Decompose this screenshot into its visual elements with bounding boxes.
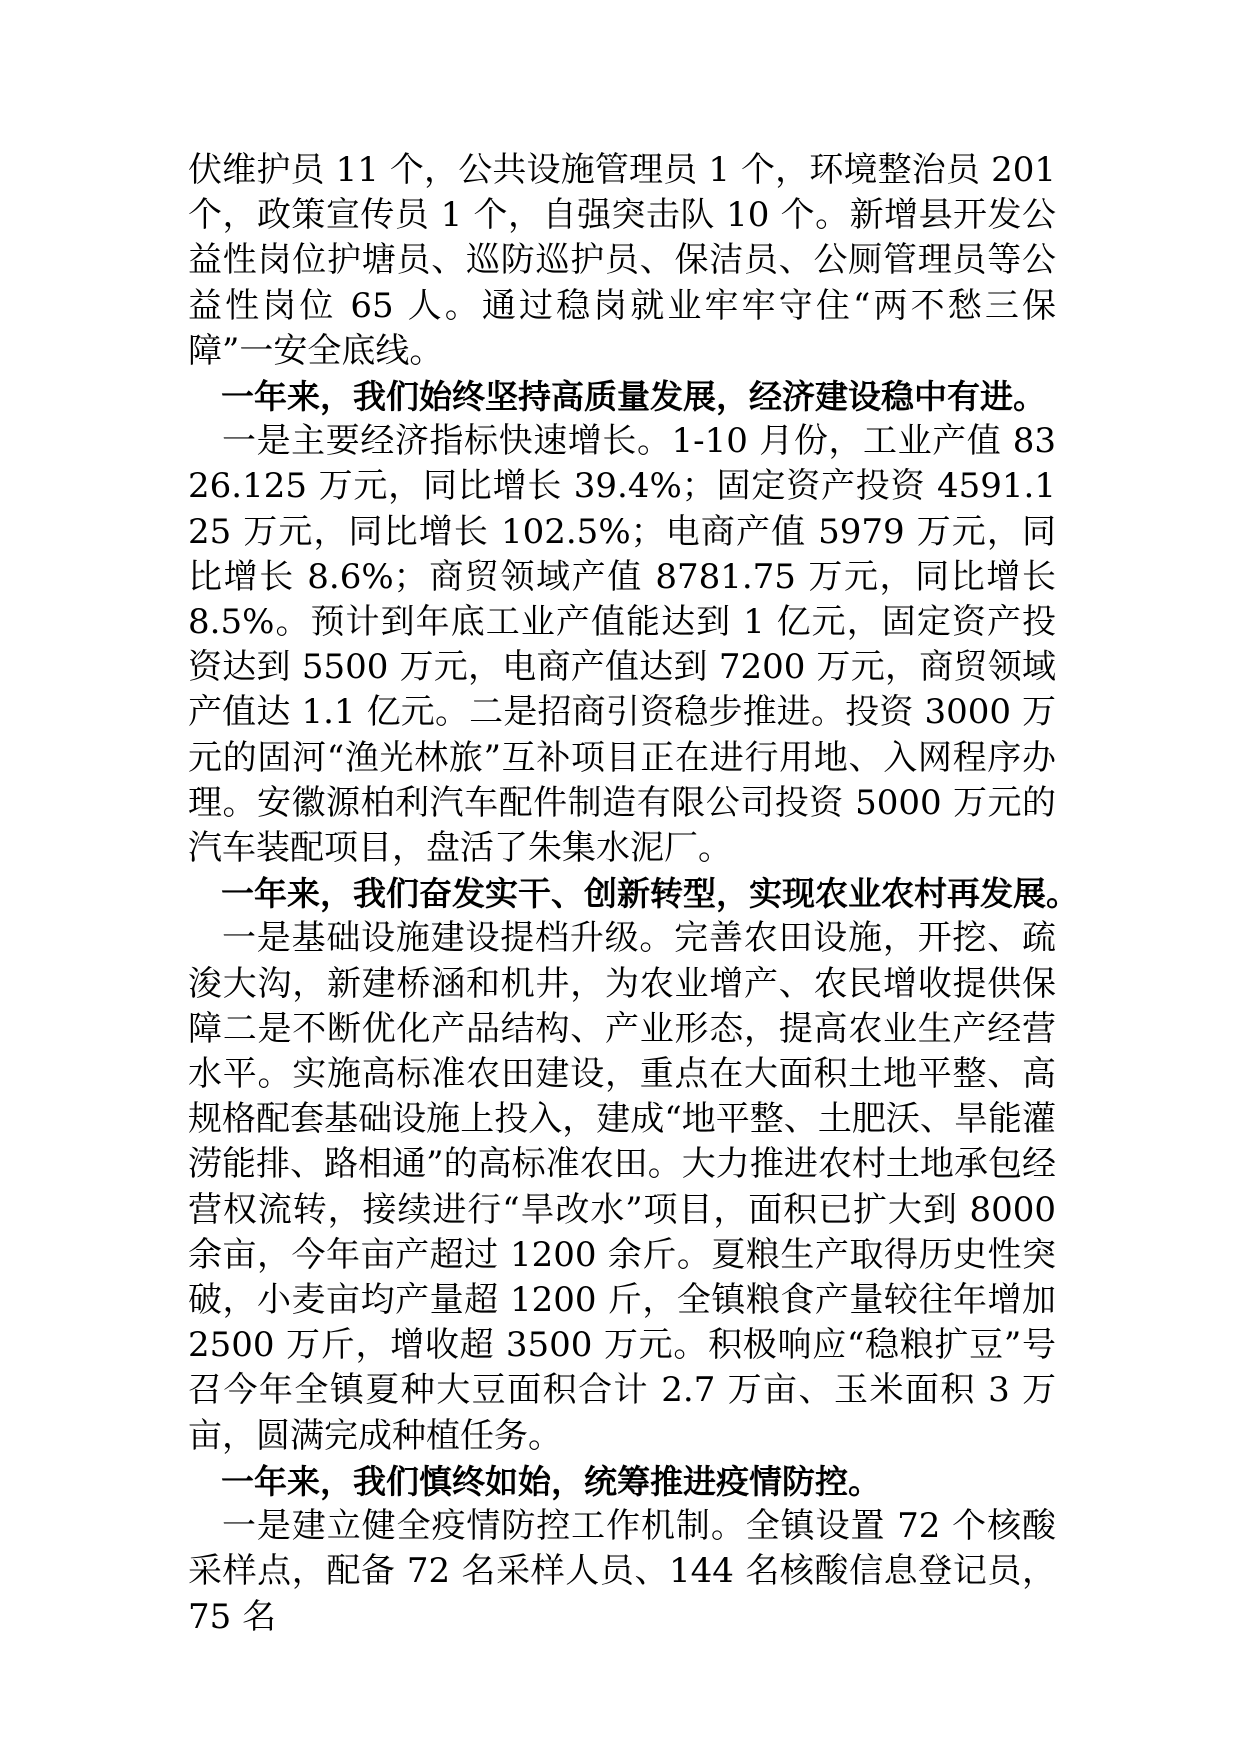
body-paragraph: 伏维护员 11 个，公共设施管理员 1 个，环境整治员 201 个，政策宣传员 1 个，自强突击队 10 个。新增县开发公益性岗位护塘员、巡防巡护员、保洁员、公厕管理员等公益性岗位 65 人。通过稳岗就业牢牢守住“两不愁三保障”一安全底线。: [188, 150, 1056, 371]
section-heading: 一年来，我们奋发实干、创新转型，实现农业农村再发展。: [221, 874, 1079, 914]
body-paragraph: 一是建立健全疫情防控工作机制。全镇设置 72 个核酸采样点，配备 72 名采样人员、144 名核酸信息登记员，75 名: [188, 1506, 1056, 1637]
body-paragraph: 一是主要经济指标快速增长。1-10 月份，工业产值 8326.125 万元，同比增长 39.4%；固定资产投资 4591.125 万元，同比增长 102.5%；电商产值 5979 万元，同比增长 8.6%；商贸领域产值 8781.75 万元，同比增长 8.5%。预计到年底工业产值能达到 1 亿元，固定资产投资达到 5500 万元，电商产值达到 7200 万元，商贸领域产值达 1.1 亿元。二是招商引资稳步推进。投资 3000 万元的固河“渔光林旅”互补项目正在进行用地、入网程序办理。安徽源柏利汽车配件制造有限公司投资 5000 万元的汽车装配项目，盘活了朱集水泥厂。: [188, 421, 1056, 869]
body-paragraph: 一是基础设施建设提档升级。完善农田设施，开挖、疏浚大沟，新建桥涵和机井，为农业增产、农民增收提供保障二是不断优化产品结构、产业形态，提高农业生产经营水平。实施高标准农田建设，重点在大面积土地平整、高规格配套基础设施上投入，建成“地平整、土肥沃、旱能灌涝能排、路相通”的高标准农田。大力推进农村土地承包经营权流转，接续进行“旱改水”项目，面积已扩大到 8000 余亩，今年亩产超过 1200 余斤。夏粮生产取得历史性突破，小麦亩均产量超 1200 斤，全镇粮食产量较往年增加 2500 万斤，增收超 3500 万元。积极响应“稳粮扩豆”号召今年全镇夏种大豆面积合计 2.7 万亩、玉米面积 3 万亩，圆满完成种植任务。: [188, 918, 1056, 1456]
document-page: [188, 148, 1079, 1640]
section-heading: 一年来，我们始终坚持高质量发展，经济建设稳中有进。: [221, 377, 1046, 417]
section-heading: 一年来，我们慎终如始，统筹推进疫情防控。: [221, 1461, 881, 1501]
